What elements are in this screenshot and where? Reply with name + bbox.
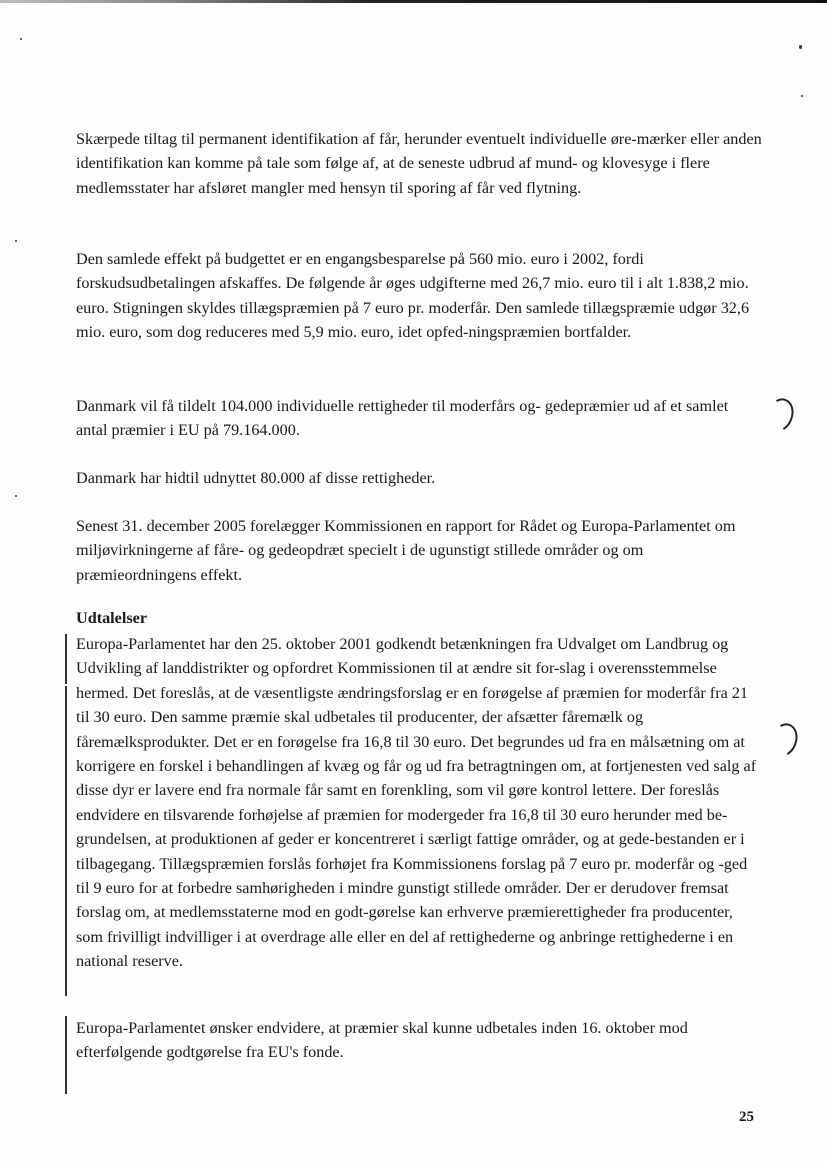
section-heading: Udtalelser (76, 609, 148, 627)
binder-hole-mark (762, 395, 798, 436)
scan-speck (799, 45, 802, 49)
scan-speck (15, 495, 17, 497)
top-border (0, 0, 827, 3)
paragraph: Europa-Parlamentet har den 25. oktober 2001 godkendt betænkningen fra Udvalget om Landbrug og Udvikling af landdistrikter og opfordret Kommissionen til at ændre sit for-slag i overensstemmelse hermed. Det foreslås, at de væsentligste ændringsforslag er en forøgelse af præmien for moderfår fra 21 til 30 euro. Den samme præmie skal udbetales til producenter, der afsætter fåremælk og fåremælksprodukter. Det er en forøgelse fra 16,8 til 30 euro. Det begrundes ud fra en målsætning om at korrigere en forskel i behandlingen af kvæg og får og ud fra betragtningen om, at fortjenesten ved salg af disse dyr er lavere end fra normale får samt en forenkling, som vil gøre kontrol lettere. Der foreslås endvidere en tilsvarende forhøjelse af præmien for modergeder fra 16,8 til 30 euro herunder med be-grundelsen, at produktionen af geder er koncentreret i særligt fattige områder, og at gede-bestanden er i tilbagegang. Tillægspræmien forslås forhøjet fra Kommissionens forslag på 7 euro pr. moderfår og -ged til 9 euro for at forbedre samhørigheden i mindre gunstigt stillede områder. Der er derudover fremsat forslag om, at medlemsstaterne mod en godt-gørelse kan erhverve præmierettigheder fra producenter, som frivilligt indvilliger i at overdrage alle eller en del af rettighederne og anbringe rettighederne i en national reserve. (76, 635, 757, 971)
revision-margin-bar (65, 686, 67, 996)
scan-speck (801, 95, 803, 97)
paragraph: Europa-Parlamentet ønsker endvidere, at præmier skal kunne udbetales inden 16. oktober mod efterfølgende godtgørelse fra EU's fonde. (76, 1019, 688, 1062)
revision-margin-bar (65, 634, 67, 684)
paragraph: Senest 31. december 2005 forelægger Kommissionen en rapport for Rådet og Europa-Parlamentet om miljøvirkningerne af fåre- og gedeopdræt specielt i de ugunstigt stillede områder og om præmieordningens effekt. (76, 517, 736, 584)
paragraph: Danmark vil få tildelt 104.000 individuelle rettigheder til moderfårs og- gedepræmier ud af et samlet antal præmier i EU på 79.164.000. (76, 397, 729, 440)
scan-speck (20, 38, 22, 40)
page-number: 25 (739, 1109, 754, 1125)
revision-margin-bar (65, 1016, 67, 1094)
binder-hole-mark (766, 720, 802, 761)
scan-speck (15, 240, 17, 242)
paragraph: Skærpede tiltag til permanent identifikation af får, herunder eventuelt individuelle øre-mærker eller anden identifikation kan komme på tale som følge af, at de seneste udbrud af mund- og klovesyge i flere medlemsstater har afsløret mangler med hensyn til sporing af får ved flytning. (76, 130, 762, 197)
paragraph: Den samlede effekt på budgettet er en engangsbesparelse på 560 mio. euro i 2002, fordi forskudsudbetalingen afskaffes. De følgende år øges udgifterne med 26,7 mio. euro til i alt 1.838,2 mio. euro. Stigningen skyldes tillægspræmien på 7 euro pr. moderfår. Den samlede tillægspræmie udgør 32,6 mio. euro, som dog reduceres med 5,9 mio. euro, idet opfed-ningspræmien bortfalder. (76, 250, 750, 342)
paragraph: Danmark har hidtil udnyttet 80.000 af disse rettigheder. (76, 469, 436, 487)
